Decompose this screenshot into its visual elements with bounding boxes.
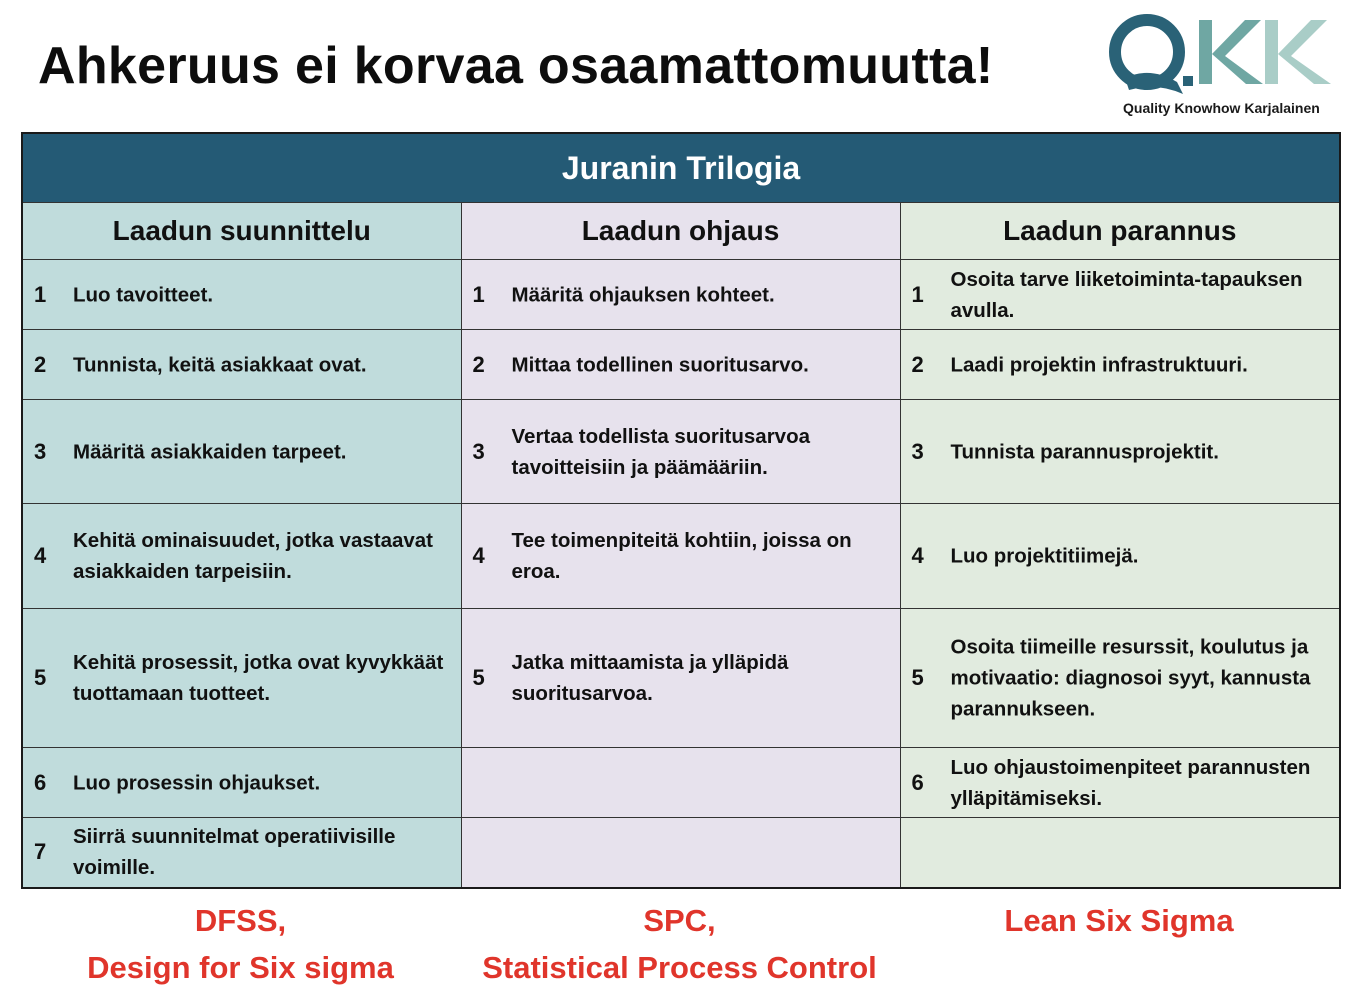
footer-label-dfss — [21, 897, 460, 991]
step-number: 4 — [472, 543, 485, 568]
table-row — [22, 330, 1340, 400]
table-cell — [22, 818, 461, 888]
table-cell-empty — [461, 748, 900, 818]
step-text: Vertaa todellista suoritusarvoa tavoitteisiin ja päämääriin. — [511, 424, 811, 479]
step-text: Osoita tiimeille resurssit, koulutus ja motivaatio: diagnosoi syyt, kannusta parannukseen. — [950, 635, 1311, 721]
table-row — [22, 504, 1340, 609]
step-text: Osoita tarve liiketoiminta-tapauksen avulla. — [950, 267, 1303, 322]
footer-line: Lean Six Sigma — [1004, 903, 1234, 938]
step-number: 1 — [911, 281, 924, 307]
table-row — [22, 609, 1340, 748]
qkk-logo — [1105, 8, 1350, 120]
column-header-row — [22, 203, 1340, 260]
table-cell — [22, 330, 461, 400]
table-title: Juranin Trilogia — [22, 133, 1340, 203]
step-number: 2 — [472, 351, 485, 377]
step-number: 2 — [34, 351, 47, 377]
step-text: Määritä asiakkaiden tarpeet. — [73, 440, 347, 463]
table-cell — [900, 260, 1340, 330]
column-header-planning: Laadun suunnittelu — [22, 203, 461, 260]
table-row — [22, 400, 1340, 504]
step-number: 1 — [472, 281, 485, 307]
table-cell — [461, 504, 900, 609]
table-row — [22, 818, 1340, 888]
step-number: 6 — [911, 769, 924, 795]
table-cell — [461, 330, 900, 400]
footer-label-lean-six-sigma — [899, 897, 1339, 944]
table-cell — [461, 400, 900, 504]
step-number: 5 — [34, 665, 47, 690]
table-row — [22, 260, 1340, 330]
column-header-improvement: Laadun parannus — [900, 203, 1340, 260]
step-number: 4 — [34, 543, 47, 568]
table-cell — [900, 504, 1340, 609]
table-cell — [22, 504, 461, 609]
page-title: Ahkeruus ei korvaa osaamattomuutta! — [38, 37, 994, 95]
table-cell — [900, 748, 1340, 818]
step-number: 3 — [911, 438, 924, 464]
step-text: Määritä ohjauksen kohteet. — [511, 283, 775, 306]
footer-line: Design for Six sigma — [87, 950, 394, 985]
step-text: Jatka mittaamista ja ylläpidä suoritusarvoa. — [511, 651, 789, 705]
step-number: 5 — [911, 665, 924, 690]
table-cell — [22, 260, 461, 330]
step-number: 1 — [34, 281, 47, 307]
step-text: Mittaa todellinen suoritusarvo. — [511, 353, 809, 376]
table-cell-empty — [461, 818, 900, 888]
step-text: Kehitä prosessit, jotka ovat kyvykkäät tuottamaan tuotteet. — [73, 651, 444, 705]
qkk-logo-mark — [1105, 8, 1350, 103]
table-cell — [22, 748, 461, 818]
footer-label-spc — [460, 897, 899, 991]
step-number: 6 — [34, 769, 47, 795]
table-cell — [22, 400, 461, 504]
step-number: 3 — [472, 438, 485, 464]
table-cell — [461, 609, 900, 748]
step-number: 7 — [34, 839, 47, 865]
step-number: 3 — [34, 438, 47, 464]
table-row — [22, 748, 1340, 818]
step-text: Siirrä suunnitelmat operatiivisille voimille. — [73, 825, 396, 880]
step-text: Luo prosessin ohjaukset. — [73, 771, 321, 794]
table-cell — [900, 330, 1340, 400]
step-text: Tunnista parannusprojektit. — [950, 440, 1219, 463]
step-text: Kehitä ominaisuudet, jotka vastaavat asiakkaiden tarpeisiin. — [73, 529, 434, 583]
table-cell — [22, 609, 461, 748]
footer-line: SPC, — [643, 903, 716, 938]
step-number: 4 — [911, 543, 924, 568]
step-number: 2 — [911, 351, 924, 377]
table-cell — [900, 400, 1340, 504]
footer-line: Statistical Process Control — [482, 950, 877, 985]
step-text: Luo projektitiimejä. — [950, 544, 1139, 568]
footer-line: DFSS, — [194, 903, 287, 938]
table-cell — [461, 260, 900, 330]
logo-tagline: Quality Knowhow Karjalainen — [1123, 100, 1320, 116]
column-header-control: Laadun ohjaus — [461, 203, 900, 260]
step-text: Luo ohjaustoimenpiteet parannusten ylläpitämiseksi. — [950, 755, 1311, 810]
table-cell — [900, 609, 1340, 748]
juran-trilogy-table — [21, 132, 1341, 889]
step-text: Tunnista, keitä asiakkaat ovat. — [73, 353, 367, 376]
step-text: Luo tavoitteet. — [73, 283, 214, 306]
table-cell-empty — [900, 818, 1340, 888]
step-number: 5 — [472, 665, 485, 690]
step-text: Tee toimenpiteitä kohtiin, joissa on eroa. — [511, 529, 852, 583]
step-text: Laadi projektin infrastruktuuri. — [950, 353, 1248, 376]
